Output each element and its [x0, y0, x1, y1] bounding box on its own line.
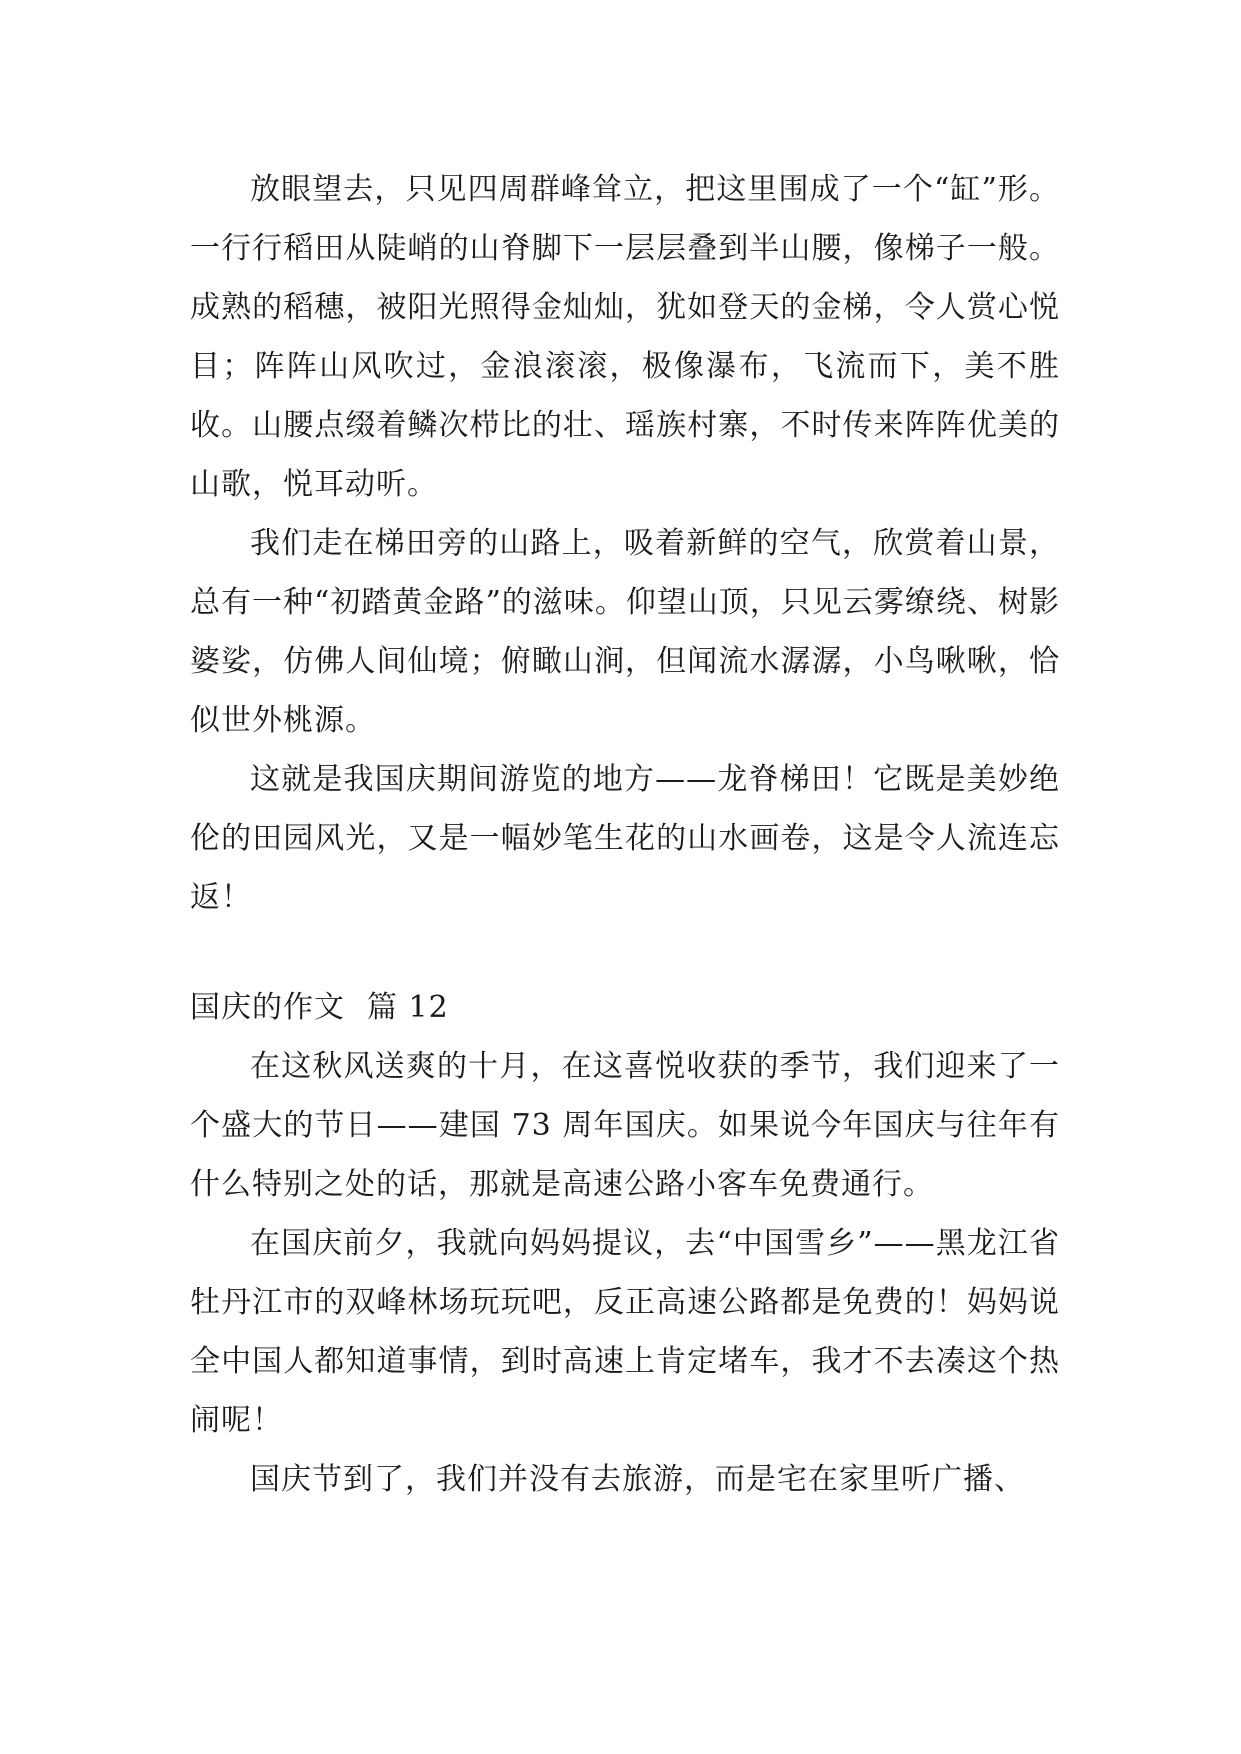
document-body	[190, 160, 1060, 1509]
section-number: 篇 12	[367, 990, 449, 1025]
paragraph: 这就是我国庆期间游览的地方——龙脊梯田！它既是美妙绝伦的田园风光，又是一幅妙笔生花的山水画卷，这是令人流连忘返！	[190, 762, 1060, 915]
paragraph: 我们走在梯田旁的山路上，吸着新鲜的空气，欣赏着山景，总有一种“初踏黄金路”的滋味。仰望山顶，只见云雾缭绕、树影婆娑，仿佛人间仙境；俯瞰山涧，但闻流水潺潺，小鸟啾啾，恰似世外桃源。	[190, 526, 1060, 738]
section-title: 国庆的作文	[190, 990, 345, 1025]
paragraph: 放眼望去，只见四周群峰耸立，把这里围成了一个“缸”形。一行行稻田从陡峭的山脊脚下一层层叠到半山腰，像梯子一般。成熟的稻穗，被阳光照得金灿灿，犹如登天的金梯，令人赏心悦目；阵阵山风吹过，金浪滚滚，极像瀑布，飞流而下，美不胜收。山腰点缀着鳞次栉比的壮、瑶族村寨，不时传来阵阵优美的山歌，悦耳动听。	[190, 172, 1060, 502]
paragraph: 在这秋风送爽的十月，在这喜悦收获的季节，我们迎来了一个盛大的节日——建国 73 周年国庆。如果说今年国庆与往年有什么特别之处的话，那就是高速公路小客车免费通行。	[190, 1049, 1060, 1202]
paragraph: 在国庆前夕，我就向妈妈提议，去“中国雪乡”——黑龙江省牡丹江市的双峰林场玩玩吧，反正高速公路都是免费的！妈妈说全中国人都知道事情，到时高速上肯定堵车，我才不去凑这个热闹呢！	[190, 1226, 1060, 1438]
paragraph: 国庆节到了，我们并没有去旅游，而是宅在家里听广播、	[250, 1462, 1025, 1497]
section-heading	[190, 978, 1060, 1037]
